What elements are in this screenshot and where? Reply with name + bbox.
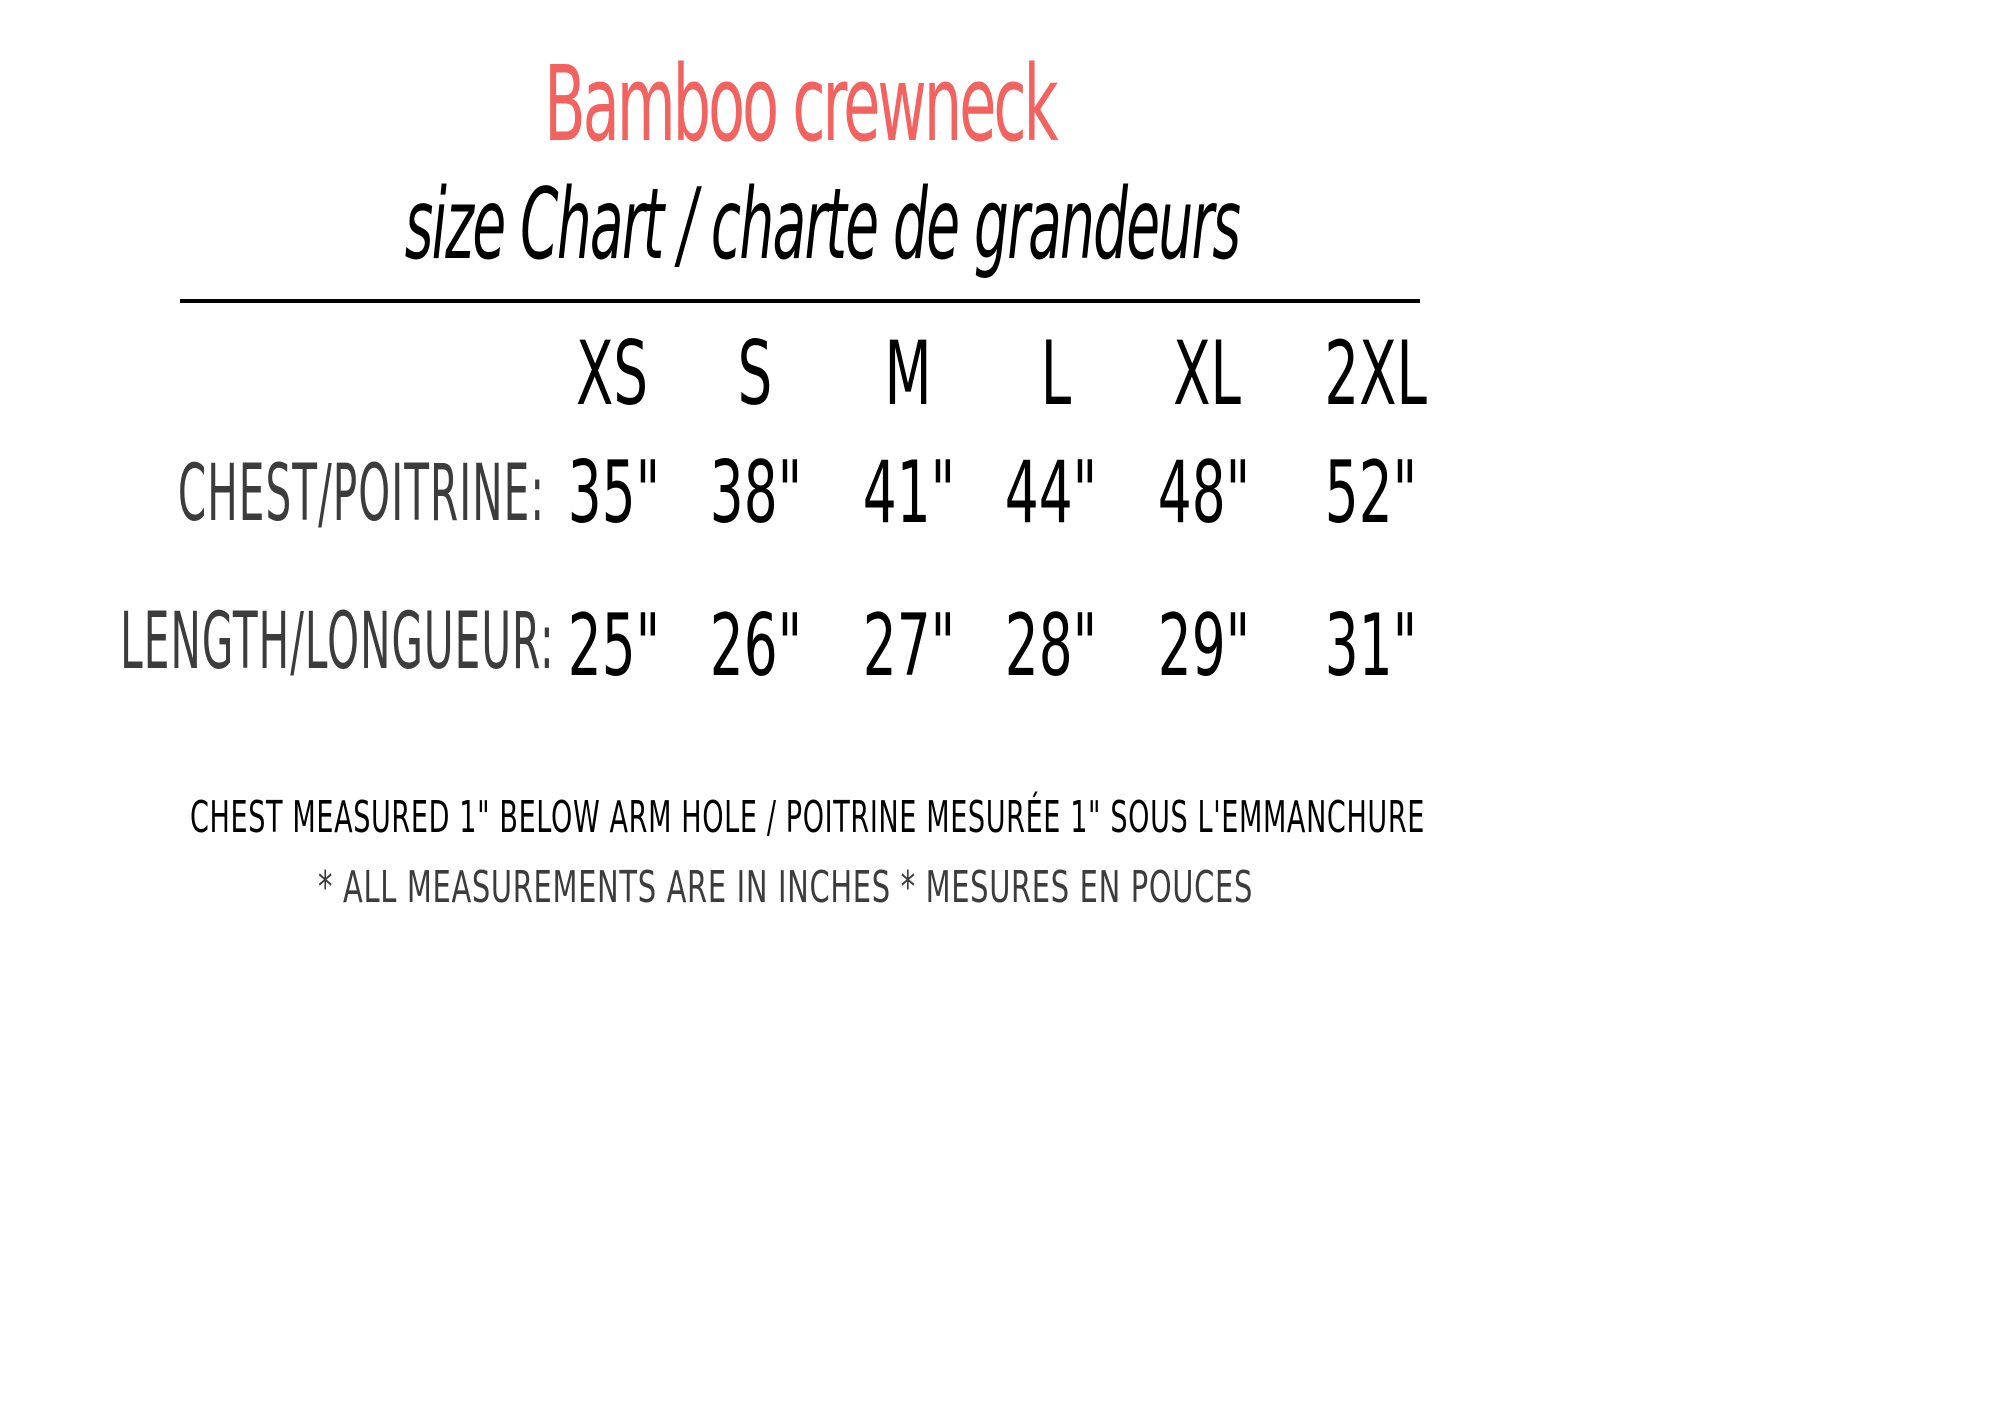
chart-title: Bamboo crewneck <box>544 43 1056 165</box>
chart-subtitle: size Chart / charte de grandeurs <box>404 168 1240 282</box>
size-header-2xl: 2XL <box>1324 322 1427 425</box>
length-value-xl: 29" <box>1157 596 1251 696</box>
chest-value-m: 41" <box>862 443 956 543</box>
chest-value-xs: 35" <box>567 443 661 543</box>
chest-value-2xl: 52" <box>1324 443 1418 543</box>
row-label-chest: CHEST/POITRINE: <box>177 449 545 539</box>
size-header-l: L <box>1040 322 1072 425</box>
size-header-s: S <box>737 322 773 425</box>
chest-value-s: 38" <box>709 443 803 543</box>
row-label-length: LENGTH/LONGUEUR: <box>120 597 555 687</box>
title-divider <box>180 299 1420 303</box>
chest-value-xl: 48" <box>1157 443 1251 543</box>
units-note: * ALL MEASUREMENTS ARE IN INCHES * MESURES EN POUCES <box>318 862 1253 913</box>
size-header-xs: XS <box>575 322 649 425</box>
length-value-m: 27" <box>862 596 956 696</box>
length-value-s: 26" <box>709 596 803 696</box>
chest-value-l: 44" <box>1004 443 1098 543</box>
length-value-xs: 25" <box>567 596 661 696</box>
length-value-l: 28" <box>1004 596 1098 696</box>
size-header-m: M <box>884 322 932 425</box>
length-value-2xl: 31" <box>1324 596 1418 696</box>
size-header-xl: XL <box>1173 322 1241 425</box>
chest-measurement-note: CHEST MEASURED 1" BELOW ARM HOLE / POITRINE MESURÉE 1" SOUS L'EMMANCHURE <box>190 792 1425 843</box>
